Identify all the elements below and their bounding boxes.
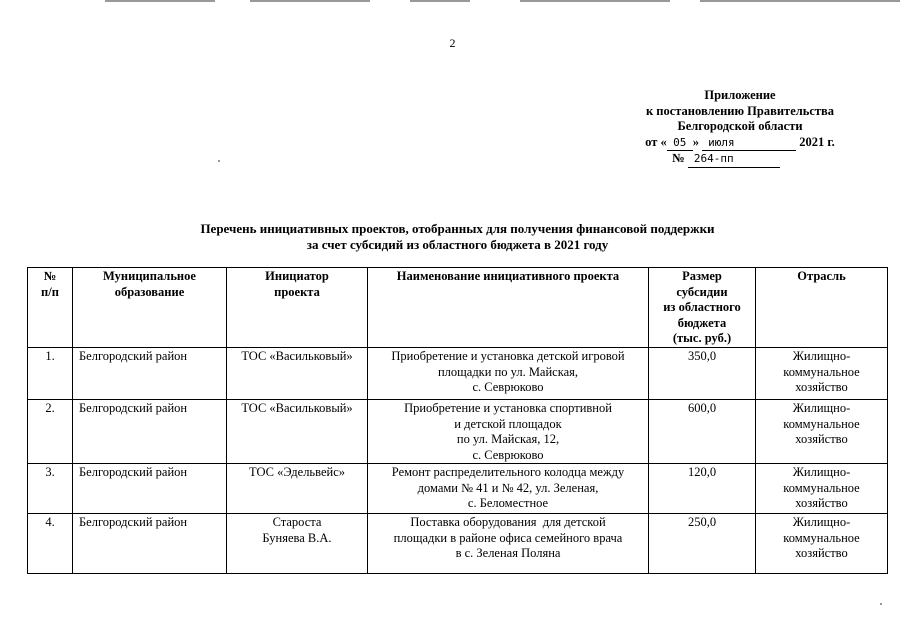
project-line: по ул. Майская, 12, (456, 432, 560, 446)
page-number: 2 (449, 36, 456, 50)
date-day: 05 (667, 135, 693, 152)
appendix-date (560, 135, 905, 152)
cell-num: 2. (28, 400, 73, 464)
date-prefix: от « (645, 134, 667, 149)
cell-subsidy: 350,0 (649, 348, 756, 400)
date-mid: » (692, 134, 700, 149)
table-row (28, 400, 888, 464)
header-municipality-line: образование (114, 284, 185, 299)
header-subsidy-line: бюджета (677, 315, 727, 330)
industry-line: хозяйство (795, 432, 848, 446)
cell-subsidy: 250,0 (649, 514, 756, 574)
industry-line: хозяйство (795, 496, 848, 510)
industry-line: Жилищно- (792, 401, 851, 415)
cell-industry (756, 464, 888, 514)
table-row (28, 348, 888, 400)
cell-initiator (227, 464, 368, 514)
initiator-line: Буняева В.А. (262, 530, 332, 545)
project-line: Поставка оборудования для детской (410, 515, 606, 529)
project-line: домами № 41 и № 42, ул. Зеленая, (417, 480, 599, 495)
cell-municipality: Белгородский район (73, 348, 227, 400)
cell-project (368, 348, 649, 400)
number-prefix: № (672, 151, 685, 165)
industry-line: коммунальное (783, 364, 860, 379)
initiator-line: ТОС «Эдельвейс» (248, 465, 345, 479)
cell-municipality: Белгородский район (73, 400, 227, 464)
number-value: 264-пп (688, 151, 780, 168)
appendix-line-2: к постановлению Правительства (645, 103, 835, 118)
cell-municipality: Белгородский район (73, 514, 227, 574)
appendix-block (560, 88, 905, 168)
cell-project (368, 514, 649, 574)
cell-initiator (227, 514, 368, 574)
header-industry-line: Отрасль (797, 269, 846, 283)
header-subsidy-line: субсидии (676, 284, 728, 299)
scan-top-edge (0, 0, 905, 3)
scan-speck (880, 603, 882, 605)
cell-subsidy: 120,0 (649, 464, 756, 514)
project-line: Приобретение и установка детской игровой (391, 349, 625, 363)
initiator-line: Староста (272, 515, 322, 529)
initiator-line: ТОС «Васильковый» (241, 401, 353, 415)
initiator-line: ТОС «Васильковый» (241, 349, 353, 363)
cell-industry (756, 514, 888, 574)
header-initiator (227, 268, 368, 348)
header-initiator-line: проекта (274, 284, 320, 299)
project-line: Приобретение и установка спортивной (404, 401, 612, 415)
cell-industry (756, 400, 888, 464)
industry-line: хозяйство (795, 380, 848, 394)
header-num-line: № (43, 269, 57, 283)
header-municipality-line: Муниципальное (103, 269, 196, 283)
scan-speck (218, 160, 220, 162)
header-municipality (73, 268, 227, 348)
appendix-line-3: Белгородской области (677, 119, 803, 133)
project-line: с. Севрюково (472, 380, 544, 394)
project-line: площадки в районе офиса семейного врача (393, 530, 623, 545)
industry-line: коммунальное (783, 530, 860, 545)
header-initiator-line: Инициатор (265, 269, 329, 283)
cell-municipality: Белгородский район (73, 464, 227, 514)
cell-industry (756, 348, 888, 400)
header-subsidy-line: (тыс. руб.) (672, 331, 732, 345)
header-project (368, 268, 649, 348)
industry-line: Жилищно- (792, 515, 851, 529)
cell-num: 1. (28, 348, 73, 400)
cell-project (368, 464, 649, 514)
date-month: июля (702, 135, 796, 152)
cell-subsidy: 600,0 (649, 400, 756, 464)
project-line: с. Беломестное (467, 496, 549, 510)
header-num-line: п/п (41, 284, 59, 299)
document-title (0, 221, 905, 253)
project-line: и детской площадок (454, 416, 562, 431)
project-line: Ремонт распределительного колодца между (391, 465, 625, 479)
industry-line: Жилищно- (792, 349, 851, 363)
industry-line: хозяйство (795, 546, 848, 560)
cell-initiator (227, 348, 368, 400)
table-header-row (28, 268, 888, 348)
project-line: с. Севрюково (472, 447, 544, 462)
project-line: площадки по ул. Майская, (437, 364, 579, 379)
header-num (28, 268, 73, 348)
industry-line: коммунальное (783, 416, 860, 431)
header-subsidy-line: Размер (682, 269, 722, 283)
cell-num: 4. (28, 514, 73, 574)
header-project-line: Наименование инициативного проекта (396, 269, 620, 283)
header-subsidy (649, 268, 756, 348)
industry-line: коммунальное (783, 480, 860, 495)
header-subsidy-line: из областного (663, 300, 741, 314)
date-suffix: 2021 г. (799, 134, 835, 149)
appendix-line-1: Приложение (704, 88, 776, 102)
project-line: в с. Зеленая Поляна (455, 546, 561, 560)
table-row (28, 514, 888, 574)
cell-project (368, 400, 649, 464)
appendix-number (532, 151, 905, 168)
projects-table (27, 267, 888, 574)
title-line-2: за счет субсидий из областного бюджета в 2021 году (306, 237, 609, 252)
table-row (28, 464, 888, 514)
header-industry (756, 268, 888, 348)
industry-line: Жилищно- (792, 465, 851, 479)
cell-num: 3. (28, 464, 73, 514)
cell-initiator (227, 400, 368, 464)
title-line-1: Перечень инициативных проектов, отобранных для получения финансовой поддержки (200, 221, 715, 236)
